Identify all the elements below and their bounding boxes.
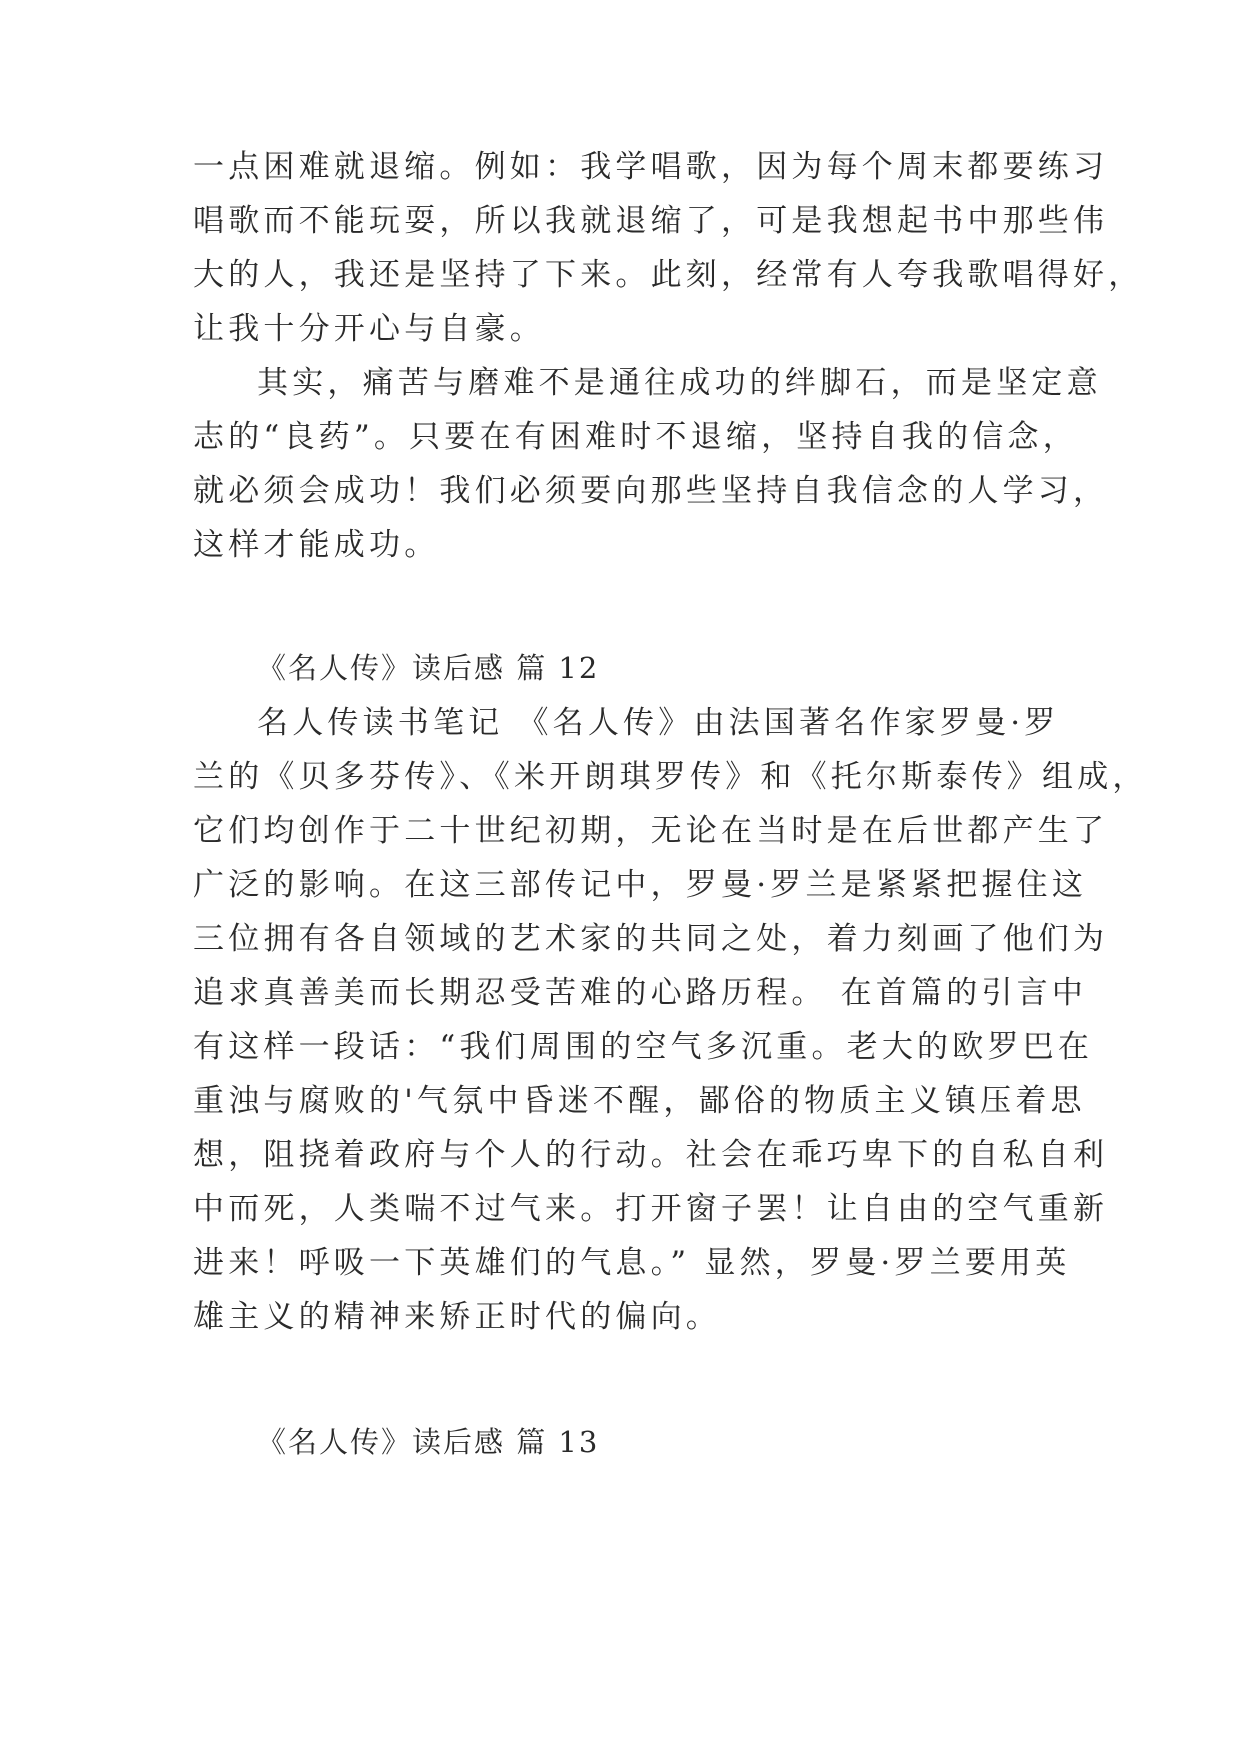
text-line: 追求真善美而长期忍受苦难的心路历程。 在首篇的引言中 (193, 975, 1088, 1011)
text-line: 让我十分开心与自豪。 (193, 311, 545, 347)
text-line: 它们均创作于二十世纪初期，无论在当时是在后世都产生了 (193, 813, 1109, 849)
text-line: 三位拥有各自领域的艺术家的共同之处，着力刻画了他们为 (193, 921, 1109, 957)
text-line: 广泛的影响。在这三部传记中，罗曼·罗兰是紧紧把握住这 (193, 867, 1088, 903)
text-line: 雄主义的精神来矫正时代的偏向。 (193, 1299, 721, 1335)
section-heading: 《名人传》读后感 篇 13 (257, 1425, 600, 1459)
text-line: 进来！呼吸一下英雄们的气息。” 显然，罗曼·罗兰要用英 (193, 1245, 1071, 1281)
text-line: 重浊与腐败的'气氛中昏迷不醒，鄙俗的物质主义镇压着思 (193, 1083, 1086, 1119)
text-line: 中而死，人类喘不过气来。打开窗子罢！让自由的空气重新 (193, 1191, 1109, 1227)
text-line: 唱歌而不能玩耍，所以我就退缩了，可是我想起书中那些伟 (193, 203, 1109, 239)
text-line: 这样才能成功。 (193, 527, 440, 563)
text-line: 名人传读书笔记 《名人传》由法国著名作家罗曼·罗 (257, 705, 1060, 741)
text-line: 大的人，我还是坚持了下来。此刻，经常有人夸我歌唱得好， (193, 257, 1144, 293)
text-line: 一点困难就退缩。例如：我学唱歌，因为每个周末都要练习 (193, 149, 1109, 185)
text-line: 志的“良药”。只要在有困难时不退缩，坚持自我的信念， (193, 419, 1078, 455)
text-line: 其实，痛苦与磨难不是通往成功的绊脚石，而是坚定意 (257, 365, 1102, 401)
text-line: 兰的《贝多芬传》、《米开朗琪罗传》和《托尔斯泰传》组成， (193, 759, 1148, 795)
text-line: 有这样一段话：“我们周围的空气多沉重。老大的欧罗巴在 (193, 1029, 1094, 1065)
text-line: 就必须会成功！我们必须要向那些坚持自我信念的人学习， (193, 473, 1109, 509)
section-heading: 《名人传》读后感 篇 12 (257, 651, 600, 685)
text-line: 想，阻挠着政府与个人的行动。社会在乖巧卑下的自私自利 (193, 1137, 1109, 1173)
